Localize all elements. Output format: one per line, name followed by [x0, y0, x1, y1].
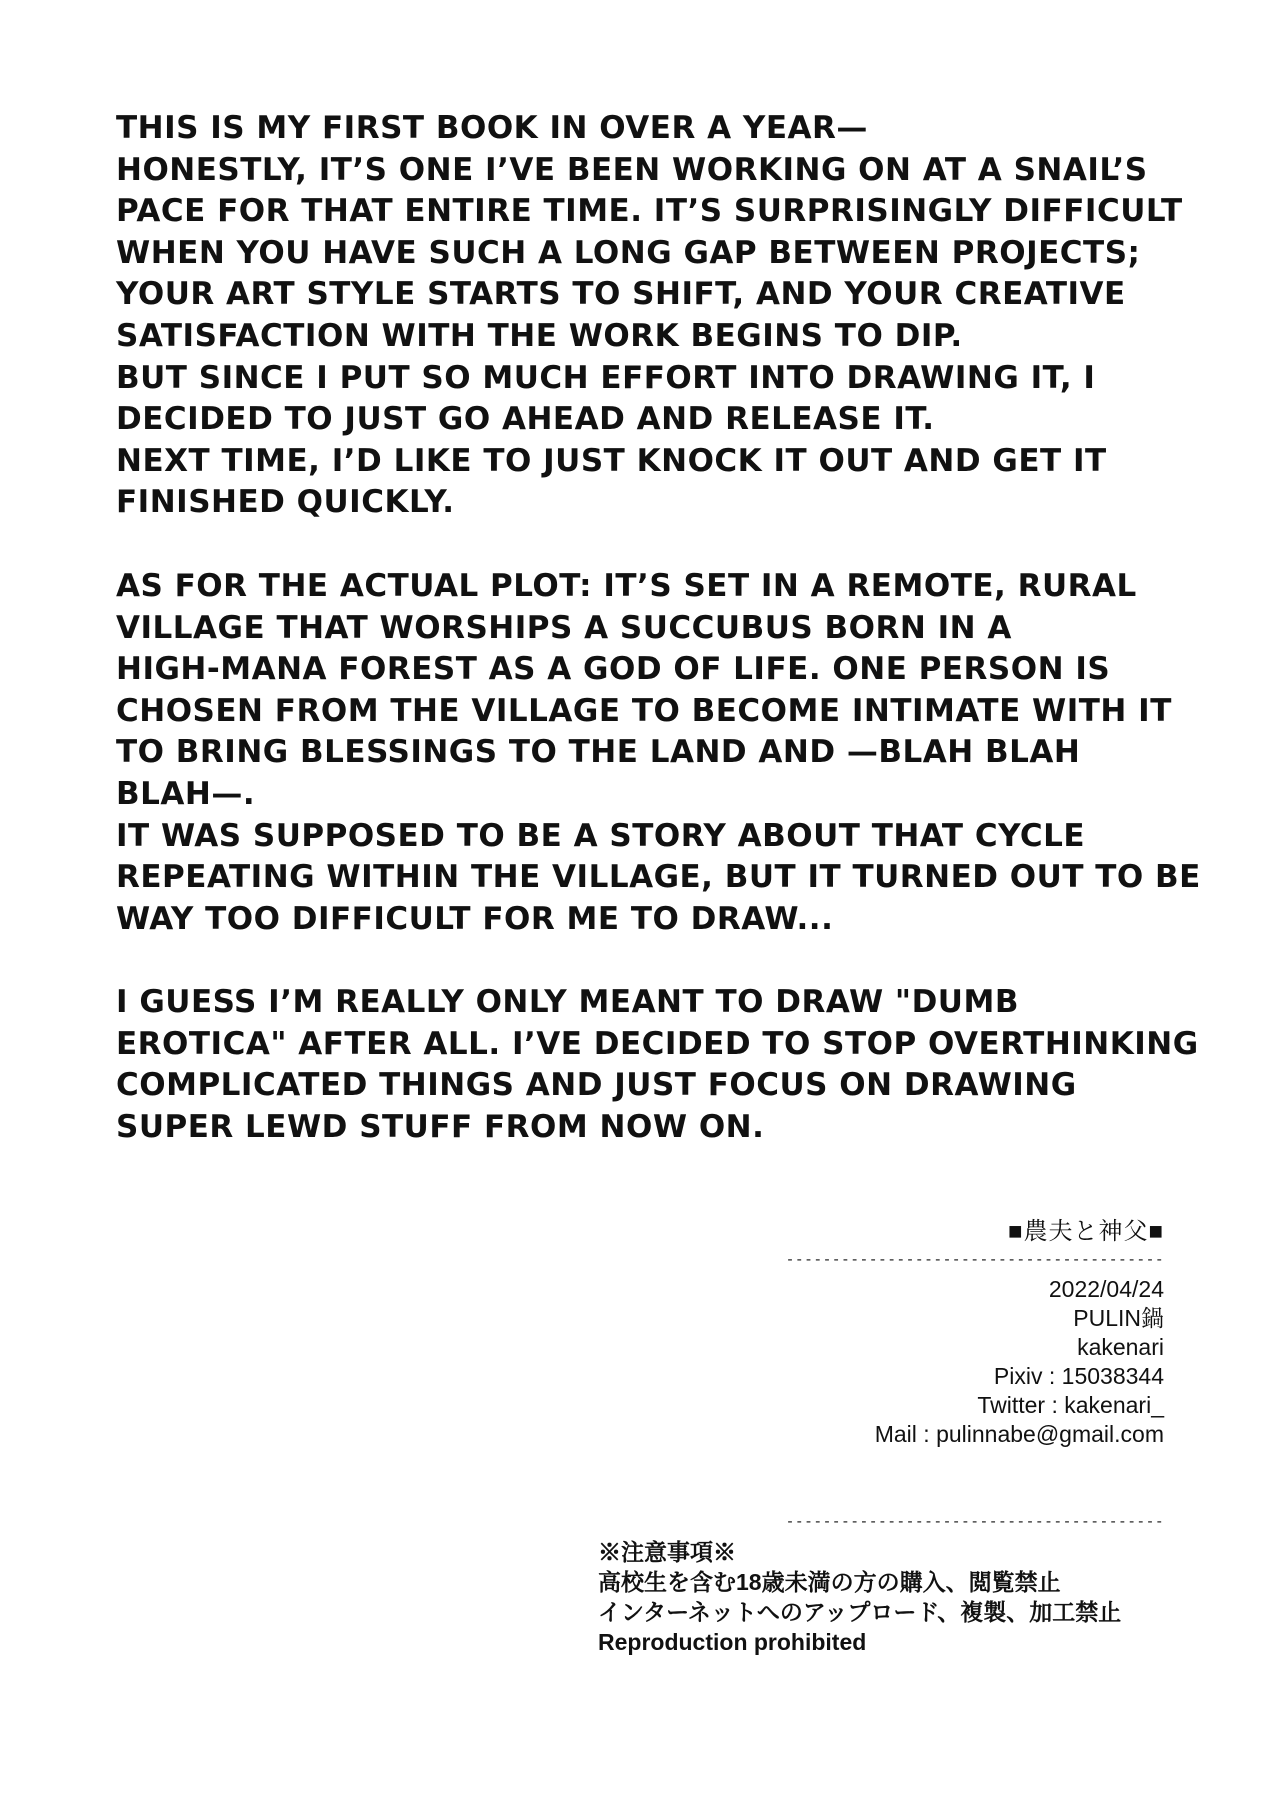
text-line: AS FOR THE ACTUAL PLOT: IT’S SET IN A REMOTE, RURAL	[116, 567, 1137, 604]
afterword-paragraph-1	[116, 108, 1183, 524]
text-line: YOUR ART STYLE STARTS TO SHIFT, AND YOUR CREATIVE	[116, 276, 1126, 313]
text-line: EROTICA" AFTER ALL. I’VE DECIDED TO STOP OVERTHINKING	[116, 1025, 1199, 1062]
contact-email: Mail : pulinnabe@gmail.com	[874, 1421, 1164, 1447]
text-line: NEXT TIME, I’D LIKE TO JUST KNOCK IT OUT AND GET IT	[116, 442, 1107, 479]
publication-info	[724, 1275, 1164, 1449]
notice-block	[598, 1511, 1164, 1657]
afterword-paragraph-3	[116, 982, 1199, 1148]
text-line: SATISFACTION WITH THE WORK BEGINS TO DIP.	[116, 317, 963, 354]
afterword-text	[116, 108, 1201, 1191]
notice-line: 高校生を含む18歳未満の方の購入、閲覧禁止	[598, 1569, 1061, 1595]
afterword-paragraph-2	[116, 566, 1201, 940]
colophon	[724, 1215, 1164, 1449]
text-line: HONESTLY, IT’S ONE I’VE BEEN WORKING ON AT A SNAIL’S	[116, 151, 1148, 188]
text-line: COMPLICATED THINGS AND JUST FOCUS ON DRAWING	[116, 1067, 1077, 1104]
text-line: THIS IS MY FIRST BOOK IN OVER A YEAR—	[116, 110, 868, 146]
text-line: IT WAS SUPPOSED TO BE A STORY ABOUT THAT CYCLE	[116, 817, 1086, 854]
circle-name: PULIN鍋	[1073, 1305, 1164, 1331]
text-line: REPEATING WITHIN THE VILLAGE, BUT IT TURNED OUT TO BE	[116, 859, 1201, 896]
text-line: BLAH—.	[116, 775, 256, 812]
text-line: WAY TOO DIFFICULT FOR ME TO DRAW...	[116, 900, 834, 937]
text-line: CHOSEN FROM THE VILLAGE TO BECOME INTIMATE WITH IT	[116, 692, 1172, 729]
text-line: TO BRING BLESSINGS TO THE LAND AND —BLAH BLAH	[116, 734, 1081, 771]
text-line: BUT SINCE I PUT SO MUCH EFFORT INTO DRAWING IT, I	[116, 359, 1096, 396]
text-line: SUPER LEWD STUFF FROM NOW ON.	[116, 1109, 765, 1146]
text-line: PACE FOR THAT ENTIRE TIME. IT’S SURPRISINGLY DIFFICULT	[116, 193, 1183, 230]
divider-line: -----------------------------------------	[785, 1512, 1164, 1530]
text-line: VILLAGE THAT WORSHIPS A SUCCUBUS BORN IN A	[116, 609, 1012, 646]
notice-heading: ※注意事項※	[598, 1539, 736, 1565]
text-line: WHEN YOU HAVE SUCH A LONG GAP BETWEEN PROJECTS;	[116, 234, 1141, 271]
text-line: FINISHED QUICKLY.	[116, 484, 455, 521]
author-name: kakenari	[1077, 1334, 1164, 1360]
publication-date: 2022/04/24	[1048, 1276, 1164, 1302]
twitter-handle: Twitter : kakenari_	[977, 1392, 1164, 1418]
notice-line: インターネットへのアップロード、複製、加工禁止	[598, 1599, 1122, 1625]
text-line: HIGH-MANA FOREST AS A GOD OF LIFE. ONE PERSON IS	[116, 651, 1111, 688]
pixiv-id: Pixiv : 15038344	[993, 1363, 1164, 1389]
divider-line: -----------------------------------------	[785, 1250, 1164, 1268]
notice-line: Reproduction prohibited	[598, 1629, 867, 1655]
book-title: ■農夫と神父■	[1008, 1218, 1164, 1245]
text-line: DECIDED TO JUST GO AHEAD AND RELEASE IT.	[116, 401, 935, 438]
text-line: I GUESS I’M REALLY ONLY MEANT TO DRAW "DUMB	[116, 984, 1019, 1021]
